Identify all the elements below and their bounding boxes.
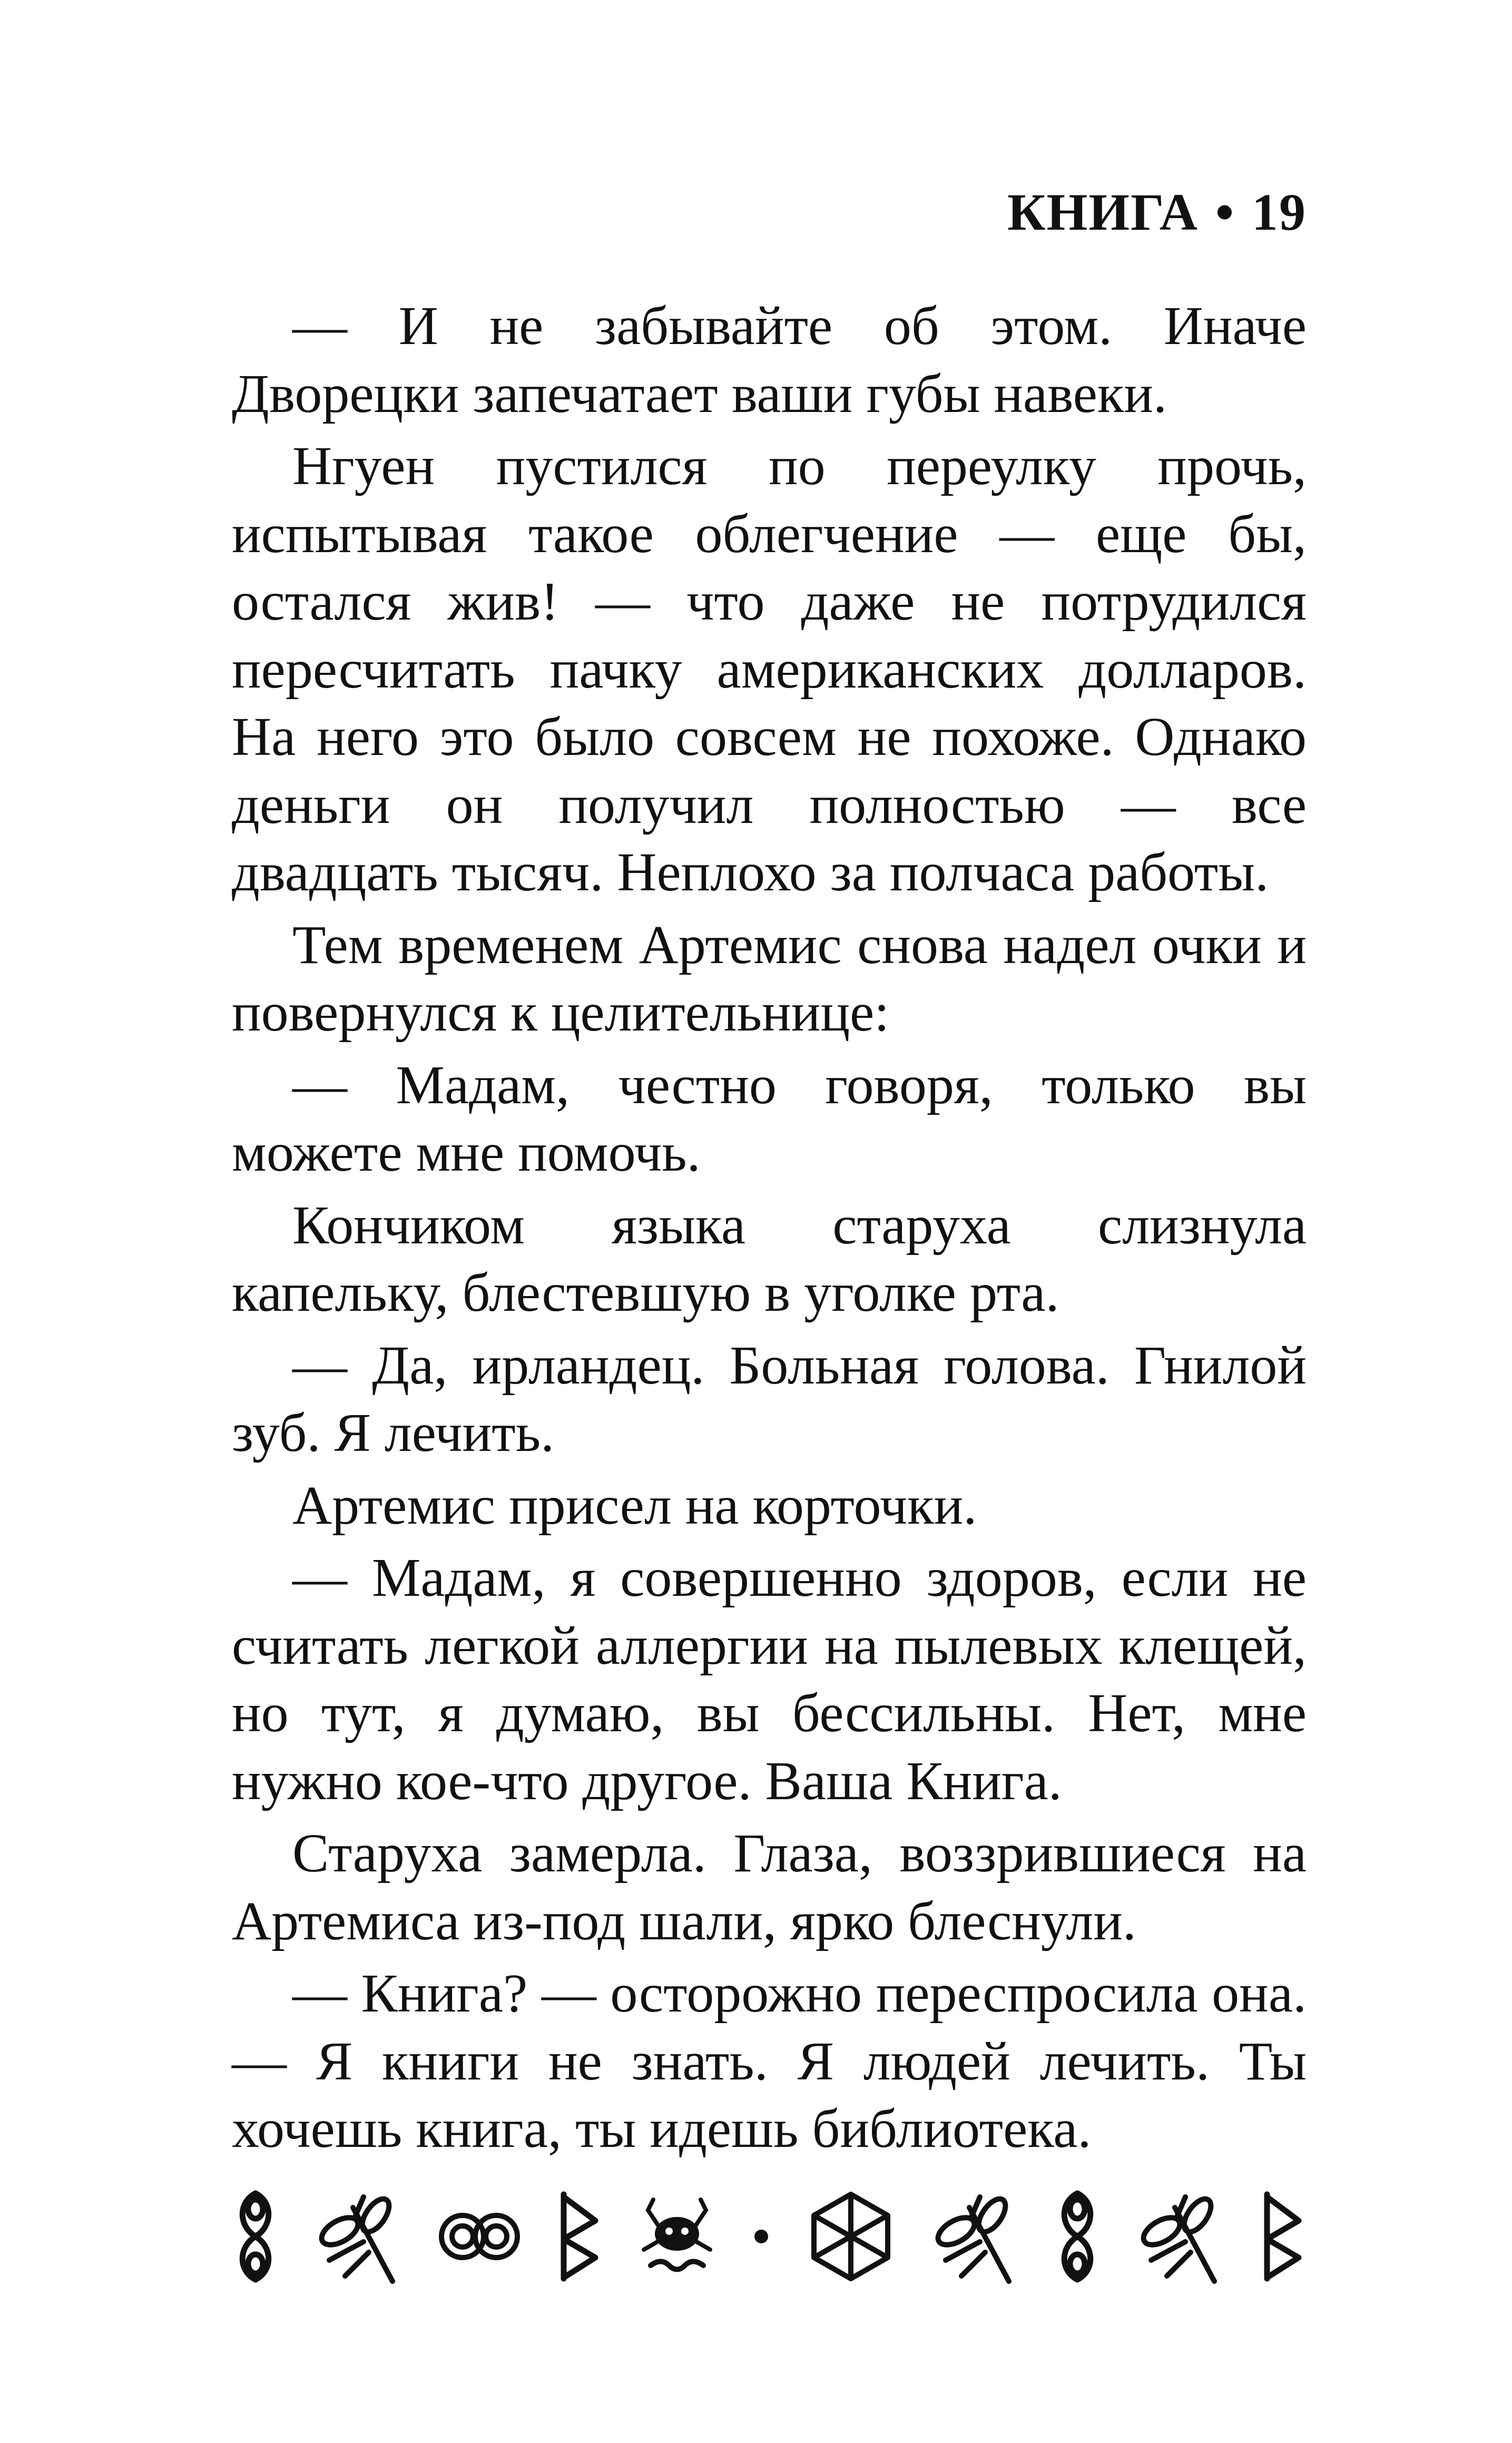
header-bullet: •	[1215, 183, 1235, 241]
knot-symbol-icon	[232, 2184, 279, 2289]
paragraph: Нгуен пустился по переулку прочь, испытывая такое облегчение — еще бы, остался жив! — что даже не потрудился пересчитать пачку американских долларов. На него это было совсем не похоже. Однако деньги он получил полностью — все двадцать тысяч. Неплохо за полчаса работы.	[232, 436, 1307, 902]
dot-symbol-icon	[751, 2221, 772, 2252]
gnommish-ornament-line	[232, 2181, 1307, 2292]
paragraph: Артемис присел на корточки.	[292, 1475, 977, 1536]
running-header	[1007, 182, 1307, 242]
dragonfly-symbol-icon	[1135, 2186, 1225, 2287]
arrow-rune-symbol-icon	[556, 2189, 603, 2284]
paragraph: — Да, ирландец. Больная голова. Гнилой зуб. Я лечить.	[232, 1335, 1307, 1463]
double-spiral-symbol-icon	[437, 2202, 522, 2271]
paragraph: Старуха замерла. Глаза, воззрившиеся на Артемиса из-под шали, ярко блеснули.	[232, 1823, 1307, 1951]
dragonfly-symbol-icon	[313, 2186, 403, 2287]
paragraph: — И не забывайте об этом. Иначе Дворецки запечатает ваши губы навеки.	[232, 296, 1307, 424]
paragraph: Кончиком языка старуха слизнула капельку, блестевшую в уголке рта.	[232, 1194, 1307, 1323]
body-text	[232, 292, 1307, 2163]
paragraph: — Мадам, я совершенно здоров, если не считать легкой аллергии на пылевых клещей, но тут, я думаю, вы бессильны. Нет, мне нужно кое-что другое. Ваша Книга.	[232, 1547, 1307, 1811]
paragraph: — Мадам, честно говоря, только вы можете мне помочь.	[232, 1054, 1307, 1183]
arrow-rune-symbol-icon	[1259, 2189, 1307, 2284]
crab-symbol-icon	[637, 2192, 716, 2281]
paragraph: — Книга? — осторожно переспросила она. — Я книги не знать. Я людей лечить. Ты хочешь книга, ты идешь библиотека.	[232, 1963, 1307, 2159]
dragonfly-symbol-icon	[930, 2186, 1019, 2287]
page-number: 19	[1252, 183, 1307, 241]
paragraph: Тем временем Артемис снова надел очки и повернулся к целительнице:	[232, 914, 1307, 1043]
header-title: КНИГА	[1007, 183, 1199, 241]
wheel-symbol-icon	[806, 2189, 896, 2284]
knot-symbol-icon	[1054, 2184, 1101, 2289]
